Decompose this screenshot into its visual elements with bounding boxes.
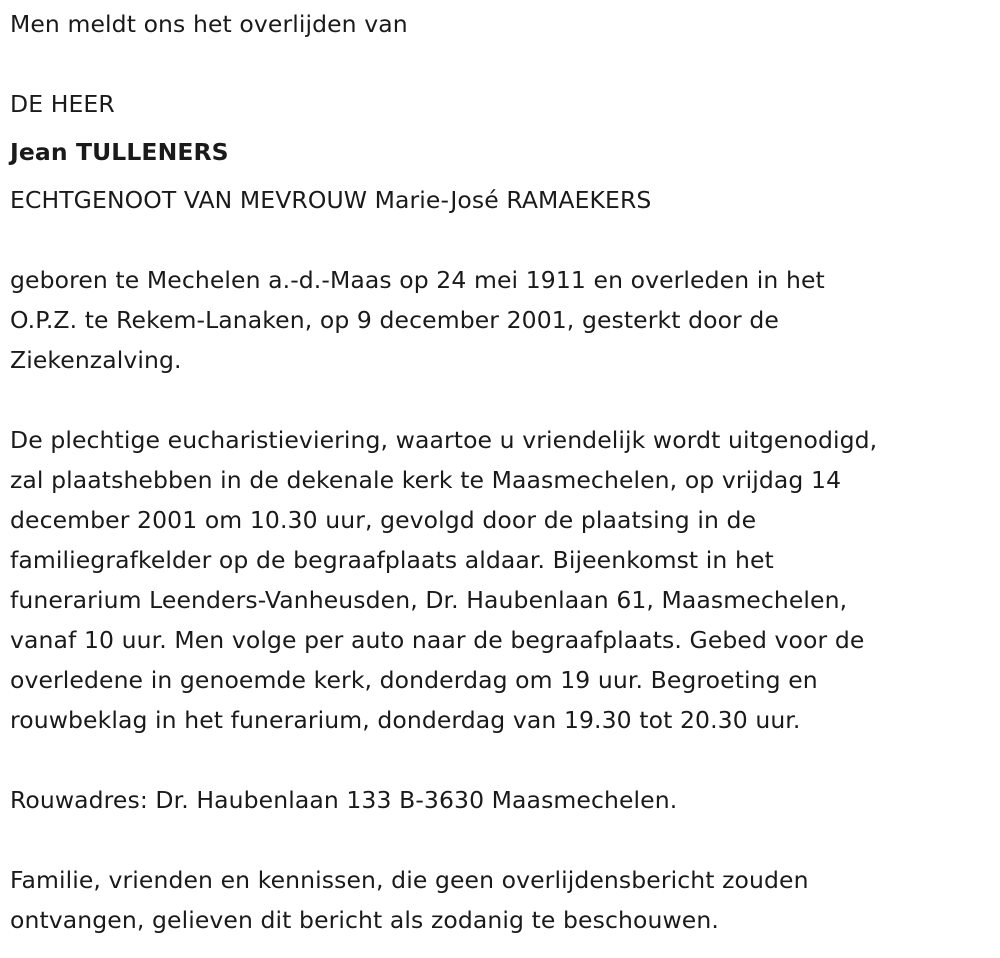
spacer <box>10 380 995 420</box>
spacer <box>10 820 995 860</box>
paragraph-line: O.P.Z. te Rekem-Lanaken, op 9 december 2001, gesterkt door de <box>10 306 779 334</box>
paragraph-line: zal plaatshebben in de dekenale kerk te Maasmechelen, op vrijdag 14 <box>10 466 842 494</box>
honorific: DE HEER <box>10 90 115 118</box>
birth-death-paragraph <box>10 260 995 380</box>
spacer <box>10 220 995 260</box>
spouse-line: ECHTGENOOT VAN MEVROUW Marie-José RAMAEKERS <box>10 186 652 214</box>
closing-paragraph <box>10 860 995 940</box>
spacer <box>10 740 995 780</box>
deceased-name: Jean TULLENERS <box>10 138 229 166</box>
mourning-address: Rouwadres: Dr. Haubenlaan 133 B-3630 Maasmechelen. <box>10 786 678 814</box>
paragraph-line: Familie, vrienden en kennissen, die geen overlijdensbericht zouden <box>10 866 809 894</box>
death-notice <box>10 4 995 940</box>
paragraph-line: vanaf 10 uur. Men volge per auto naar de begraafplaats. Gebed voor de <box>10 626 865 654</box>
paragraph-line: overledene in genoemde kerk, donderdag om 19 uur. Begroeting en <box>10 666 818 694</box>
paragraph-line: ontvangen, gelieven dit bericht als zodanig te beschouwen. <box>10 906 719 934</box>
paragraph-line: geboren te Mechelen a.-d.-Maas op 24 mei 1911 en overleden in het <box>10 266 825 294</box>
paragraph-line: december 2001 om 10.30 uur, gevolgd door de plaatsing in de <box>10 506 757 534</box>
paragraph-line: familiegrafkelder op de begraafplaats aldaar. Bijeenkomst in het <box>10 546 774 574</box>
spacer <box>10 44 995 84</box>
paragraph-line: De plechtige eucharistieviering, waartoe u vriendelijk wordt uitgenodigd, <box>10 426 878 454</box>
paragraph-line: rouwbeklag in het funerarium, donderdag van 19.30 tot 20.30 uur. <box>10 706 801 734</box>
intro-line: Men meldt ons het overlijden van <box>10 10 408 38</box>
paragraph-line: funerarium Leenders-Vanheusden, Dr. Haubenlaan 61, Maasmechelen, <box>10 586 848 614</box>
ceremony-paragraph <box>10 420 995 740</box>
paragraph-line: Ziekenzalving. <box>10 346 182 374</box>
